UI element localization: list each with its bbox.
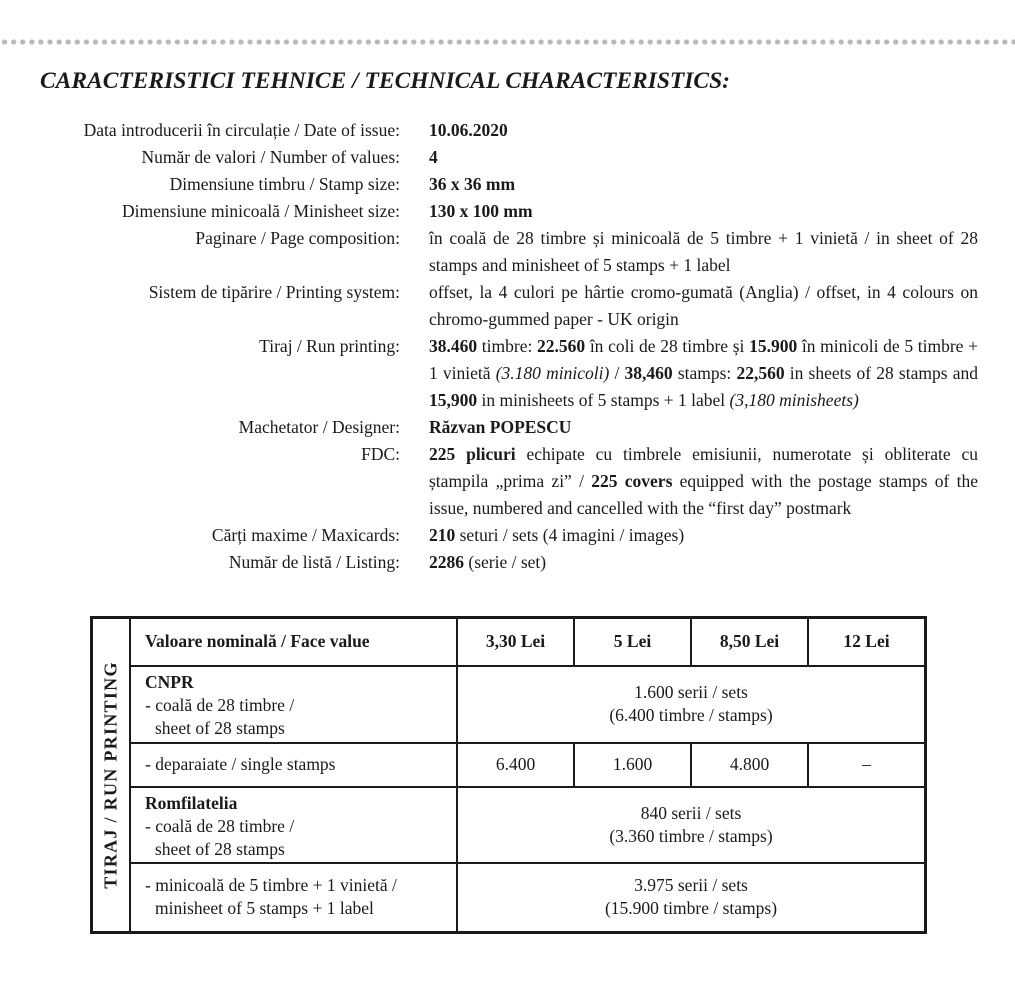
spec-minisheet-size [0,198,1015,225]
section-heading: CARACTERISTICI TEHNICE / TECHNICAL CHARACTERISTICS: [40,68,730,94]
table-row [92,863,926,933]
row-title: Romfilatelia [145,792,238,813]
face-value-header: Valoare nominală / Face value [130,618,457,666]
cell-value: 4.800 [691,743,808,787]
spec-label: Dimensiune minicoală / Minisheet size: [122,201,400,221]
row-value: 840 serii / sets [640,802,742,823]
spec-value: 4 [429,147,438,167]
spec-label: Machetator / Designer: [238,417,400,437]
table-row [92,666,926,743]
row-line: - coală de 28 timbre / [145,694,295,715]
spec-value: 38.460 timbre: 22.560 în coli de 28 timbre și 15.900 în minicoli de 5 timbre + 1 vinietă (3.180 minicoli) / 38,460 stamps: 22,560 in sheets of 28 stamps and 15,900 in minisheets of 5 stamps + 1 label (3,180 minisheets) [429,336,978,410]
spec-stamp-size [0,171,1015,198]
spec-value: offset, la 4 culori pe hârtie cromo-gumată (Anglia) / offset, in 4 colours on chromo-gummed paper - UK origin [429,282,978,329]
spec-fdc [0,441,1015,522]
spec-page-composition [0,225,1015,279]
row-value: (6.400 timbre / stamps) [609,705,773,725]
spec-printing-system [0,279,1015,333]
spec-date [0,117,1015,144]
spec-value: 210 seturi / sets (4 imagini / images) [429,525,685,545]
spec-listing [0,549,1015,576]
row-line: sheet of 28 stamps [155,717,285,738]
specs-list [0,117,1015,576]
spec-value: 225 plicuri echipate cu timbrele emisiunii, numerotate și obliterate cu ștampila „prima zi” / 225 covers equipped with the postage stamps of the issue, numbered and cancelled with the “first day” postmark [429,444,978,518]
row-line: - coală de 28 timbre / [145,815,295,836]
cell-value: 6.400 [457,743,574,787]
table-row [92,743,926,787]
spec-label: Cărți maxime / Maxicards: [211,525,400,545]
value-header: 8,50 Lei [691,618,808,666]
spec-run-printing [0,333,1015,414]
spec-label: Număr de valori / Number of values: [141,147,400,167]
side-label-cell [92,618,131,933]
table-row [92,787,926,863]
spec-value: 2286 (serie / set) [429,552,547,572]
spec-value: 130 x 100 mm [429,201,533,221]
cell-value: – [808,743,926,787]
row-value: (3.360 timbre / stamps) [609,825,773,846]
spec-value: în coală de 28 timbre și minicoală de 5 timbre + 1 vinietă / in sheet of 28 stamps and minisheet of 5 stamps + 1 label [429,228,978,275]
row-line: - minicoală de 5 timbre + 1 vinietă / [145,875,397,896]
row-value: 3.975 serii / sets [634,875,748,896]
value-header: 5 Lei [574,618,691,666]
run-printing-table-wrap [90,616,927,934]
spec-label: Număr de listă / Listing: [228,552,400,572]
spec-label: Dimensiune timbru / Stamp size: [169,174,400,194]
dotted-divider [0,37,1015,47]
spec-label: Tiraj / Run printing: [259,336,400,356]
spec-label: Sistem de tipărire / Printing system: [148,282,400,302]
row-line: sheet of 28 stamps [155,838,285,859]
row-label: - deparaiate / single stamps [130,743,457,787]
spec-maxicards [0,522,1015,549]
row-value: 1.600 serii / sets [634,682,748,702]
spec-values [0,144,1015,171]
table-header-row [92,618,926,666]
value-header: 12 Lei [808,618,926,666]
spec-label: Data introducerii în circulație / Date of issue: [83,120,400,140]
value-header: 3,30 Lei [457,618,574,666]
spec-value: 36 x 36 mm [429,174,516,194]
spec-value: Răzvan POPESCU [429,417,572,437]
spec-label: FDC: [361,444,400,464]
row-value: (15.900 timbre / stamps) [604,898,778,919]
cell-value: 1.600 [574,743,691,787]
row-line: minisheet of 5 stamps + 1 label [155,898,374,919]
spec-value: 10.06.2020 [429,120,508,140]
spec-designer [0,414,1015,441]
spec-label: Paginare / Page composition: [195,228,400,248]
run-printing-table [90,616,927,934]
side-label: TIRAJ / RUN PRINTING [100,661,121,889]
row-title: CNPR [145,671,194,692]
